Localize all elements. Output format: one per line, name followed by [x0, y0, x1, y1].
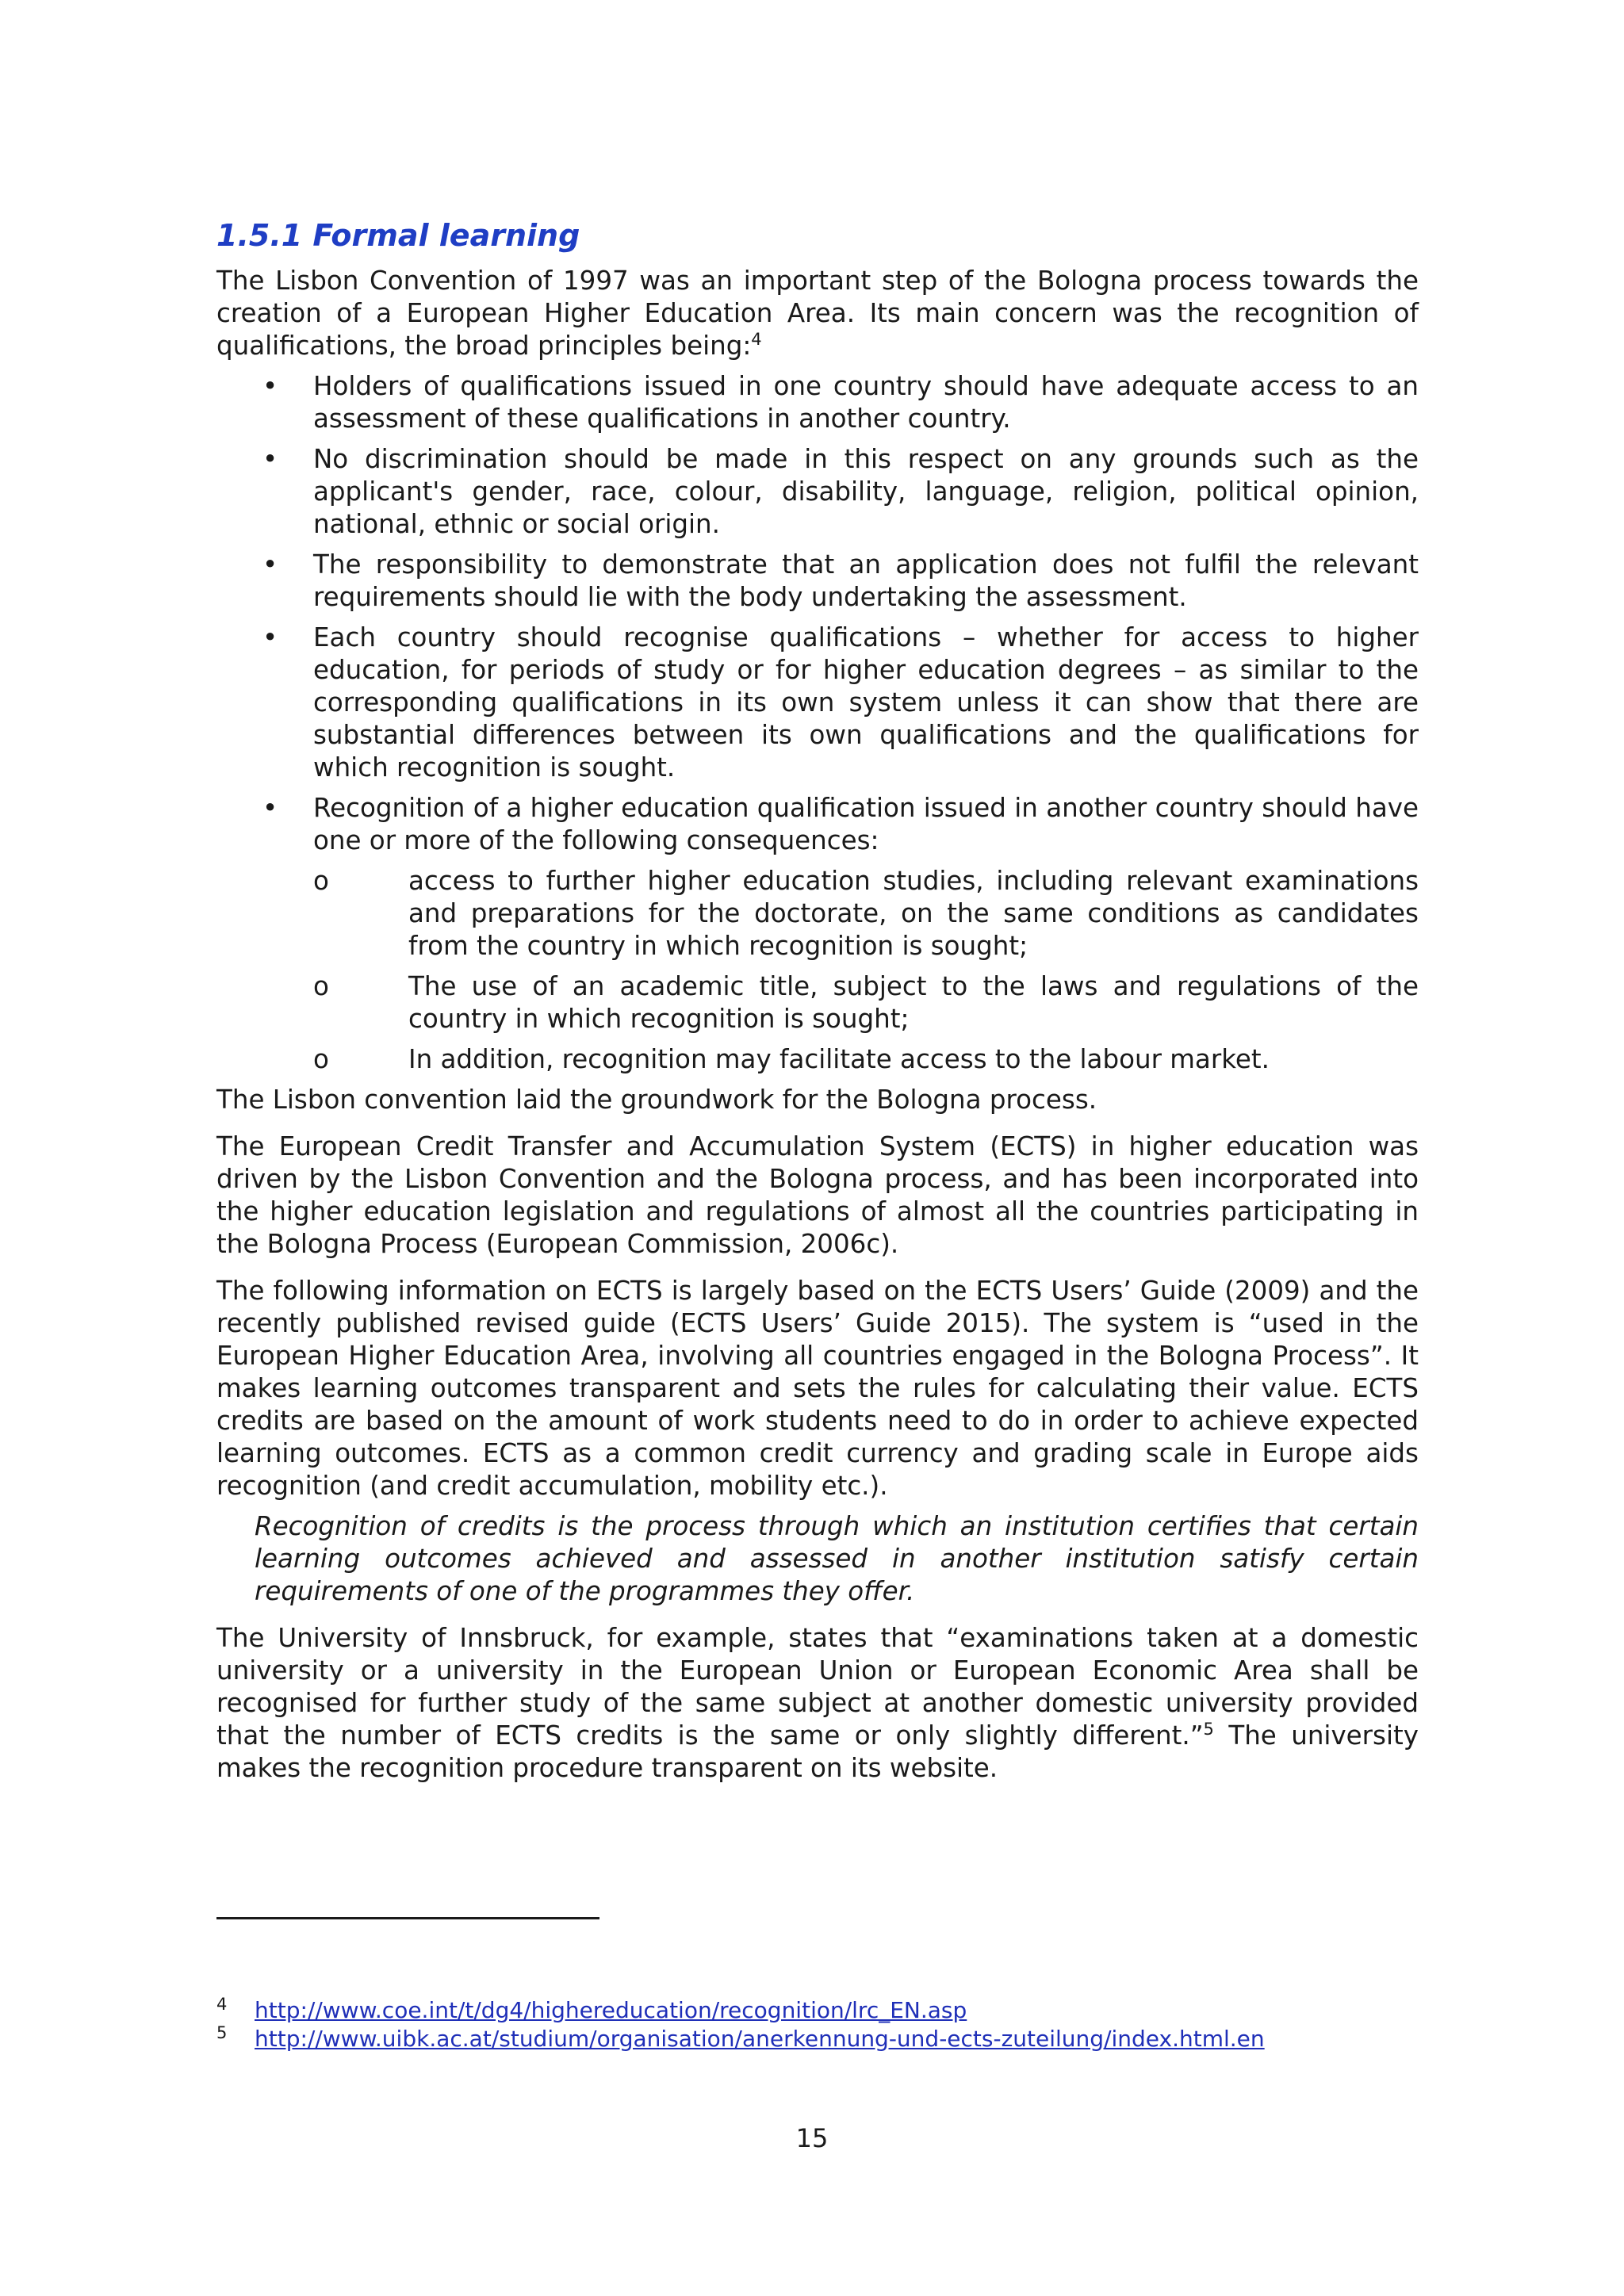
- sublist-item: [313, 970, 1419, 1035]
- bullet-marker: •: [262, 371, 278, 401]
- list-item-text: Each country should recognise qualifications – whether for access to higher education, for periods of study or for higher education degrees – as similar to the corresponding qualifications in its own system unless it can show that there are substantial differences between its own qualifications and the qualifications for which recognition is sought.: [313, 622, 1419, 783]
- bullet-marker: •: [262, 793, 278, 823]
- bullet-marker: •: [262, 549, 278, 580]
- footnote-number: 4: [216, 1995, 228, 2014]
- innsbruck-paragraph: [216, 1622, 1419, 1785]
- consequences-sublist: [313, 865, 1419, 1076]
- sublist-item-text: access to further higher education studies, including relevant examinations and preparations for the doctorate, on the same conditions as candidates from the country in which recognition is sought;: [408, 866, 1419, 961]
- main-content: [216, 216, 1419, 1785]
- list-item: [216, 622, 1419, 784]
- innsbruck-text: The University of Innsbruck, for example, states that “examinations taken at a domestic university or a university in the European Union or European Economic Area shall be recognised for further study of the same subject at another domestic university provided that the number of ECTS credits is the same or only slightly different.”: [216, 1623, 1419, 1751]
- list-item-text: No discrimination should be made in this respect on any grounds such as the applicant's gender, race, colour, disability, language, religion, political opinion, national, ethnic or social origin.: [313, 444, 1419, 539]
- bullet-marker: •: [262, 622, 278, 652]
- footnote-link-coe[interactable]: http://www.coe.int/t/dg4/highereducation/recognition/lrc_EN.asp: [255, 1997, 967, 2023]
- bullet-marker: •: [262, 444, 278, 474]
- list-item: [216, 370, 1419, 435]
- recognition-quote: Recognition of credits is the process through which an institution certifies that certain learning outcomes achieved and assessed in another institution satisfy certain requirements of one of the programmes they offer.: [255, 1511, 1419, 1606]
- footnote-link-uibk[interactable]: http://www.uibk.ac.at/studium/organisation/anerkennung-und-ects-zuteilung/index.html.en: [255, 2026, 1265, 2052]
- sublist-item: [313, 865, 1419, 962]
- footnote-4: [216, 1996, 1485, 2025]
- footnote-number: 5: [216, 2023, 228, 2042]
- intro-paragraph: [216, 265, 1419, 362]
- footnote-ref-5[interactable]: 5: [1203, 1720, 1214, 1739]
- list-item: [216, 549, 1419, 614]
- footnote-ref-4[interactable]: 4: [751, 330, 762, 350]
- footnotes: [216, 1996, 1485, 2053]
- footnote-5: [216, 2025, 1485, 2053]
- intro-text: The Lisbon Convention of 1997 was an important step of the Bologna process towards the creation of a European Higher Education Area. Its main concern was the recognition of qualifications, the broad principles being:: [216, 266, 1419, 361]
- footnote-separator: [216, 1917, 599, 1919]
- sub-bullet-marker: o: [313, 866, 329, 896]
- list-item: [216, 792, 1419, 1076]
- groundwork-paragraph: The Lisbon convention laid the groundwork for the Bologna process.: [216, 1085, 1097, 1115]
- section-heading: 1.5.1 Formal learning: [216, 218, 580, 253]
- list-item: [216, 443, 1419, 541]
- list-item-text: Recognition of a higher education qualification issued in another country should have one or more of the following consequences:: [313, 793, 1419, 855]
- innsbruck-text-end: The university makes the recognition procedure transparent on its website.: [216, 1720, 1419, 1783]
- list-item-text: Holders of qualifications issued in one country should have adequate access to an assessment of these qualifications in another country.: [313, 371, 1419, 434]
- principles-list: [216, 370, 1419, 1076]
- list-item-text: The responsibility to demonstrate that an application does not fulfil the relevant requirements should lie with the body undertaking the assessment.: [313, 549, 1419, 612]
- ects-guide-paragraph: The following information on ECTS is largely based on the ECTS Users’ Guide (2009) and the recently published revised guide (ECTS Users’ Guide 2015). The system is “used in the European Higher Education Area, involving all countries engaged in the Bologna Process”. It makes learning outcomes transparent and sets the rules for calculating their value. ECTS credits are based on the amount of work students need to do in order to achieve expected learning outcomes. ECTS as a common credit currency and grading scale in Europe aids recognition (and credit accumulation, mobility etc.).: [216, 1276, 1419, 1501]
- sublist-item-text: In addition, recognition may facilitate access to the labour market.: [408, 1044, 1270, 1074]
- sublist-item: [313, 1043, 1419, 1076]
- ects-paragraph: The European Credit Transfer and Accumulation System (ECTS) in higher education was driven by the Lisbon Convention and the Bologna process, and has been incorporated into the higher education legislation and regulations of almost all the countries participating in the Bologna Process (European Commission, 2006c).: [216, 1131, 1419, 1259]
- sub-bullet-marker: o: [313, 971, 329, 1001]
- sub-bullet-marker: o: [313, 1044, 329, 1074]
- page-number: 15: [795, 2123, 829, 2153]
- sublist-item-text: The use of an academic title, subject to the laws and regulations of the country in which recognition is sought;: [408, 971, 1419, 1034]
